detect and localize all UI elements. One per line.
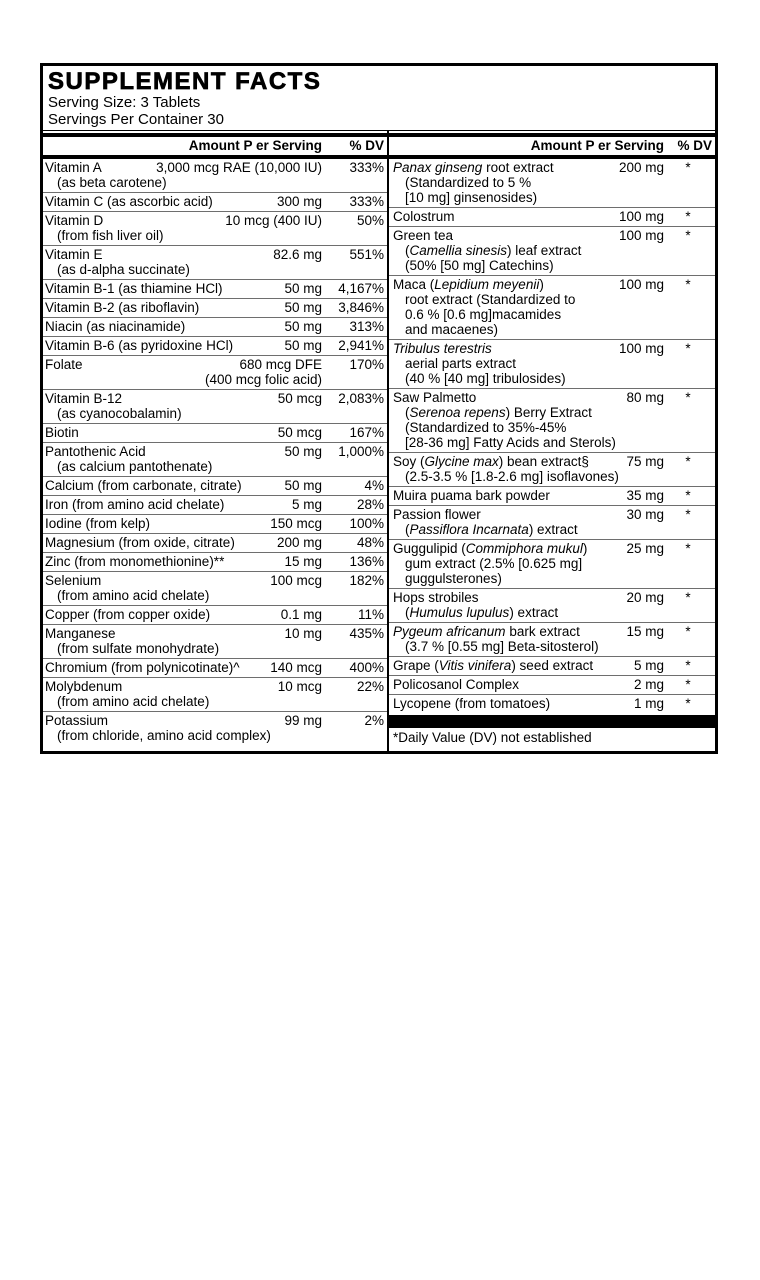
nutrient-dv: *	[685, 696, 691, 711]
table-row	[43, 711, 387, 745]
table-row	[43, 245, 387, 279]
nutrient-name: Panax ginseng root extract	[393, 160, 554, 175]
nutrient-detail: (3.7 % [0.55 mg] Beta-sitosterol)	[405, 639, 599, 654]
nutrient-dv: *	[685, 658, 691, 673]
nutrient-amount: 15 mg	[626, 624, 664, 639]
nutrient-amount: 82.6 mg	[273, 247, 322, 262]
nutrient-detail: aerial parts extract	[405, 356, 517, 371]
left-column	[43, 131, 389, 751]
nutrient-name: Selenium	[45, 573, 102, 588]
nutrient-name: Vitamin A	[45, 160, 102, 175]
nutrient-name: Pygeum africanum bark extract	[393, 624, 580, 639]
nutrient-detail: (Serenoa repens) Berry Extract	[405, 405, 592, 420]
nutrient-name: Muira puama bark powder	[393, 488, 550, 503]
nutrient-name: Niacin (as niacinamide)	[45, 319, 186, 334]
nutrient-dv: *	[685, 454, 691, 469]
nutrient-name: Vitamin E	[45, 247, 103, 262]
nutrient-name: Magnesium (from oxide, citrate)	[45, 535, 235, 550]
nutrient-name: Folate	[45, 357, 83, 372]
table-row	[43, 658, 387, 677]
percent-dv-header: % DV	[349, 138, 384, 153]
nutrient-dv: *	[685, 488, 691, 503]
nutrient-detail: [28-36 mg] Fatty Acids and Sterols)	[405, 435, 616, 450]
nutrient-detail: [10 mg] ginsenosides)	[405, 190, 538, 205]
table-row	[43, 552, 387, 571]
nutrient-amount: 50 mg	[284, 319, 322, 334]
table-row	[389, 622, 715, 656]
table-row	[389, 539, 715, 588]
nutrient-amount: 0.1 mg	[280, 607, 322, 622]
amount-per-serving-header: Amount P er Serving	[188, 138, 322, 153]
nutrient-amount: 140 mcg	[270, 660, 322, 675]
table-row	[389, 226, 715, 275]
nutrient-amount: 150 mcg	[270, 516, 322, 531]
nutrient-detail: (as calcium pantothenate)	[57, 459, 213, 474]
nutrient-amount: 25 mg	[626, 541, 664, 556]
nutrient-amount: 100 mg	[618, 209, 664, 224]
table-row	[43, 317, 387, 336]
nutrient-name: Iodine (from kelp)	[45, 516, 151, 531]
nutrient-dv: *	[685, 160, 691, 175]
table-row	[389, 656, 715, 675]
nutrient-detail: 0.6 % [0.6 mg]macamides	[405, 307, 562, 322]
table-row	[389, 588, 715, 622]
nutrient-dv: 400%	[349, 660, 384, 675]
table-row	[43, 298, 387, 317]
nutrient-amount: 100 mcg	[270, 573, 322, 588]
table-row	[43, 605, 387, 624]
table-row	[389, 486, 715, 505]
nutrient-detail: guggulsterones)	[405, 571, 502, 586]
nutrient-detail: root extract (Standardized to	[405, 292, 576, 307]
table-row	[389, 694, 715, 713]
nutrient-detail: (400 mcg folic acid)	[204, 372, 322, 387]
amount-per-serving-header: Amount P er Serving	[530, 138, 664, 153]
nutrient-dv: 22%	[356, 679, 384, 694]
nutrient-dv: 1,000%	[338, 444, 384, 459]
nutrient-name: Vitamin B-12	[45, 391, 123, 406]
facts-table	[43, 130, 715, 751]
nutrient-name: Biotin	[45, 425, 79, 440]
nutrient-detail: (Camellia sinesis) leaf extract	[405, 243, 582, 258]
nutrient-dv: *	[685, 341, 691, 356]
table-row	[43, 571, 387, 605]
table-row	[43, 279, 387, 298]
nutrient-dv: 551%	[349, 247, 384, 262]
nutrient-dv: 435%	[349, 626, 384, 641]
table-row	[43, 192, 387, 211]
nutrient-amount: 2 mg	[633, 677, 664, 692]
nutrient-detail: (50% [50 mg] Catechins)	[405, 258, 554, 273]
nutrient-name: Manganese	[45, 626, 116, 641]
nutrient-name: Chromium (from polynicotinate)^	[45, 660, 240, 675]
table-row	[389, 275, 715, 339]
nutrient-name: Calcium (from carbonate, citrate)	[45, 478, 242, 493]
nutrient-name: Hops strobiles	[393, 590, 479, 605]
nutrient-detail: (as d-alpha succinate)	[57, 262, 190, 277]
nutrient-amount: 50 mg	[284, 300, 322, 315]
nutrient-name: Vitamin B-6 (as pyridoxine HCl)	[45, 338, 234, 353]
nutrient-name: Zinc (from monomethionine)**	[45, 554, 225, 569]
nutrient-name: Lycopene (from tomatoes)	[393, 696, 551, 711]
table-row	[43, 423, 387, 442]
nutrient-name: Colostrum	[393, 209, 455, 224]
table-row	[389, 505, 715, 539]
nutrient-name: Grape (Vitis vinifera) seed extract	[393, 658, 594, 673]
nutrient-dv: 136%	[349, 554, 384, 569]
table-row	[389, 207, 715, 226]
nutrient-amount: 15 mg	[284, 554, 322, 569]
nutrient-amount: 300 mg	[276, 194, 322, 209]
nutrient-detail: (as cyanocobalamin)	[57, 406, 182, 421]
nutrient-dv: 3,846%	[338, 300, 384, 315]
nutrient-detail: (from amino acid chelate)	[57, 694, 210, 709]
table-row	[43, 389, 387, 423]
nutrient-detail: (as beta carotene)	[57, 175, 167, 190]
nutrient-detail: gum extract (2.5% [0.625 mg]	[405, 556, 583, 571]
nutrient-dv: 100%	[349, 516, 384, 531]
nutrient-name: Policosanol Complex	[393, 677, 520, 692]
table-row	[43, 677, 387, 711]
nutrient-detail: (from amino acid chelate)	[57, 588, 210, 603]
nutrient-amount: 75 mg	[626, 454, 664, 469]
nutrient-detail: (Humulus lupulus) extract	[405, 605, 559, 620]
table-row	[389, 388, 715, 452]
nutrient-dv: 167%	[349, 425, 384, 440]
nutrient-amount: 99 mg	[284, 713, 322, 728]
nutrient-name: Vitamin B-2 (as riboflavin)	[45, 300, 200, 315]
nutrient-dv: 333%	[349, 160, 384, 175]
nutrient-dv: *	[685, 677, 691, 692]
nutrient-dv: *	[685, 228, 691, 243]
nutrient-name: Vitamin D	[45, 213, 104, 228]
nutrient-detail: (Passiflora Incarnata) extract	[405, 522, 578, 537]
nutrient-amount: 3,000 mcg RAE (10,000 IU)	[156, 160, 322, 175]
nutrient-amount: 200 mg	[618, 160, 664, 175]
percent-dv-header: % DV	[677, 138, 712, 153]
nutrient-amount: 20 mg	[626, 590, 664, 605]
left-column-header	[43, 137, 387, 155]
nutrient-name: Potassium	[45, 713, 109, 728]
nutrient-dv: *	[685, 277, 691, 292]
right-rows	[389, 159, 715, 713]
panel-title: SUPPLEMENT FACTS	[48, 68, 322, 95]
table-row	[43, 159, 387, 192]
table-row	[389, 452, 715, 486]
table-row	[43, 533, 387, 552]
right-column	[389, 131, 715, 751]
nutrient-detail: (Standardized to 5 %	[405, 175, 532, 190]
nutrient-dv: 48%	[356, 535, 384, 550]
nutrient-amount: 50 mg	[284, 281, 322, 296]
table-row	[389, 159, 715, 207]
nutrient-name: Saw Palmetto	[393, 390, 477, 405]
nutrient-amount: 35 mg	[626, 488, 664, 503]
nutrient-amount: 10 mg	[284, 626, 322, 641]
nutrient-name: Iron (from amino acid chelate)	[45, 497, 225, 512]
nutrient-name: Passion flower	[393, 507, 481, 522]
nutrient-dv: 170%	[349, 357, 384, 372]
table-row	[389, 675, 715, 694]
nutrient-name: Tribulus terestris	[393, 341, 492, 356]
nutrient-amount: 50 mcg	[277, 391, 322, 406]
nutrient-dv: *	[685, 541, 691, 556]
nutrient-name: Vitamin B-1 (as thiamine HCl)	[45, 281, 223, 296]
nutrient-dv: *	[685, 624, 691, 639]
nutrient-dv: *	[685, 390, 691, 405]
nutrient-amount: 50 mg	[284, 444, 322, 459]
nutrient-amount: 5 mg	[633, 658, 664, 673]
nutrient-dv: *	[685, 209, 691, 224]
nutrient-amount: 10 mcg	[277, 679, 322, 694]
nutrient-dv: 28%	[356, 497, 384, 512]
nutrient-amount: 30 mg	[626, 507, 664, 522]
nutrient-amount: 5 mg	[291, 497, 322, 512]
left-rows	[43, 159, 387, 745]
nutrient-dv: 4%	[364, 478, 384, 493]
table-row	[43, 495, 387, 514]
nutrient-amount: 100 mg	[618, 277, 664, 292]
nutrient-amount: 80 mg	[626, 390, 664, 405]
nutrient-amount: 680 mcg DFE	[239, 357, 322, 372]
nutrient-dv: 50%	[356, 213, 384, 228]
table-row	[389, 339, 715, 388]
nutrient-name: Pantothenic Acid	[45, 444, 146, 459]
table-row	[43, 514, 387, 533]
nutrient-amount: 50 mg	[284, 338, 322, 353]
nutrient-amount: 100 mg	[618, 228, 664, 243]
nutrient-detail: (40 % [40 mg] tribulosides)	[405, 371, 566, 386]
divider-bar	[389, 715, 715, 728]
nutrient-dv: 2,941%	[338, 338, 384, 353]
nutrient-detail: (from chloride, amino acid complex)	[57, 728, 271, 743]
nutrient-name: Molybdenum	[45, 679, 123, 694]
nutrient-name: Maca (Lepidium meyenii)	[393, 277, 544, 292]
nutrient-amount: 50 mg	[284, 478, 322, 493]
table-row	[43, 336, 387, 355]
nutrient-name: Green tea	[393, 228, 454, 243]
panel-header	[43, 66, 715, 128]
nutrient-detail: and macaenes)	[405, 322, 499, 337]
table-row	[43, 476, 387, 495]
table-row	[43, 624, 387, 658]
nutrient-name: Soy (Glycine max) bean extract§	[393, 454, 589, 469]
right-column-header	[389, 137, 715, 155]
nutrient-dv: 2,083%	[338, 391, 384, 406]
table-row	[43, 442, 387, 476]
nutrient-amount: 1 mg	[633, 696, 664, 711]
nutrient-detail: (Standardized to 35%-45%	[405, 420, 567, 435]
nutrient-dv: 2%	[364, 713, 384, 728]
table-row	[43, 211, 387, 245]
nutrient-dv: *	[685, 590, 691, 605]
nutrient-name: Copper (from copper oxide)	[45, 607, 211, 622]
nutrient-detail: (from sulfate monohydrate)	[57, 641, 220, 656]
nutrient-amount: 10 mcg (400 IU)	[225, 213, 322, 228]
nutrient-amount: 200 mg	[276, 535, 322, 550]
servings-per-container: Servings Per Container 30	[48, 110, 224, 128]
nutrient-name: Guggulipid (Commiphora mukul)	[393, 541, 588, 556]
nutrient-name: Vitamin C (as ascorbic acid)	[45, 194, 213, 209]
nutrient-amount: 50 mcg	[277, 425, 322, 440]
nutrient-dv: 313%	[349, 319, 384, 334]
nutrient-amount: 100 mg	[618, 341, 664, 356]
nutrient-detail: (2.5-3.5 % [1.8-2.6 mg] isoflavones)	[405, 469, 619, 484]
dv-footnote: *Daily Value (DV) not established	[393, 730, 592, 745]
nutrient-dv: 333%	[349, 194, 384, 209]
serving-size: Serving Size: 3 Tablets	[48, 94, 201, 111]
nutrient-dv: 4,167%	[338, 281, 384, 296]
nutrient-dv: 11%	[357, 607, 384, 622]
table-row	[43, 355, 387, 389]
nutrient-dv: 182%	[349, 573, 384, 588]
supplement-facts-panel	[40, 63, 718, 754]
nutrient-dv: *	[685, 507, 691, 522]
nutrient-detail: (from fish liver oil)	[57, 228, 164, 243]
